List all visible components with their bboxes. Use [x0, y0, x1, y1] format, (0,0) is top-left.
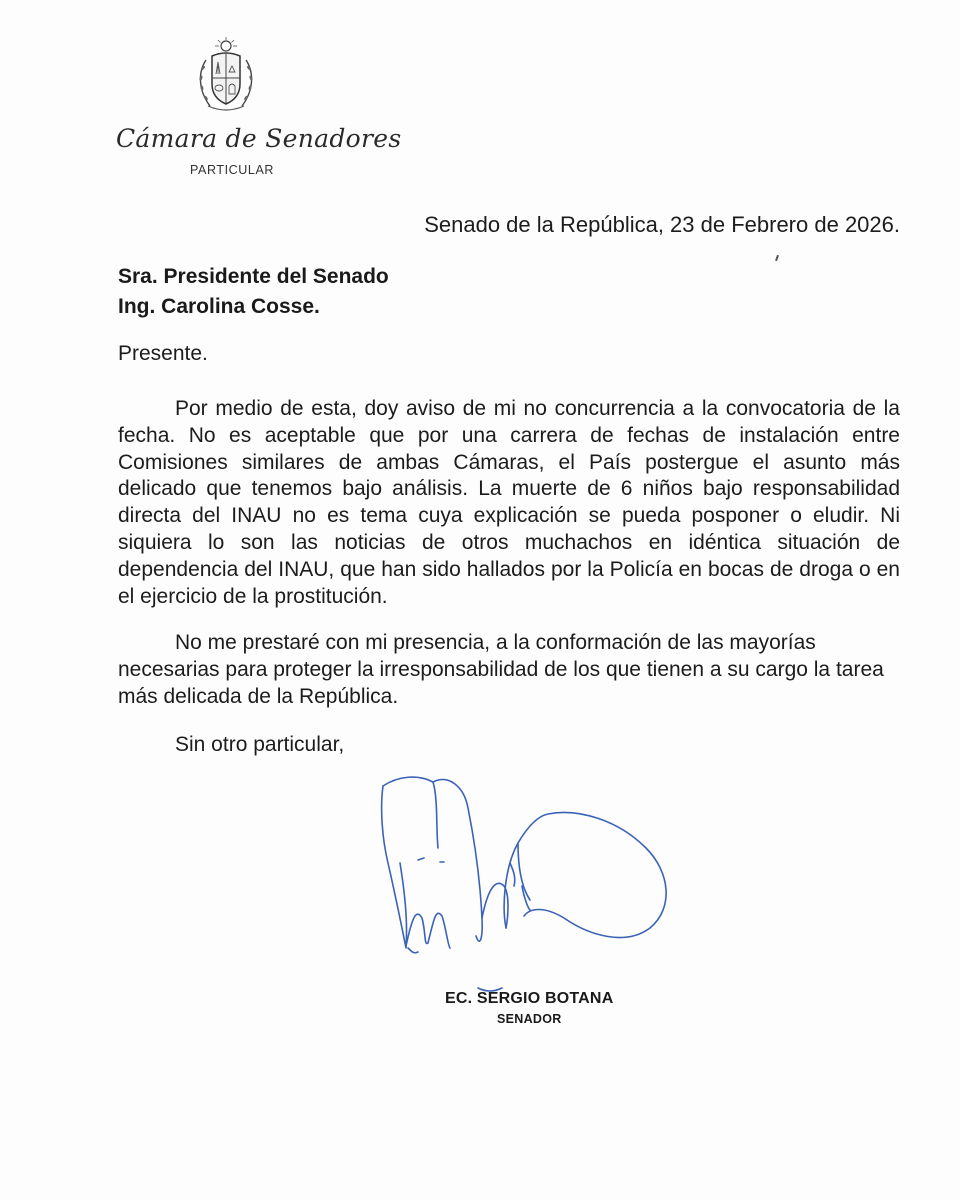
stray-ink-mark	[775, 255, 779, 261]
handwritten-signature-icon	[378, 768, 678, 998]
coat-of-arms-icon	[194, 36, 258, 116]
particular-label: PARTICULAR	[190, 163, 275, 177]
body-paragraph-2: No me prestaré con mi presencia, a la conformación de las mayorías necesarias para proteger la irresponsabilidad de los que tienen a su cargo la tarea más delicada de la República.	[118, 631, 884, 708]
addressee-title: Sra. Presidente del Senado	[118, 265, 389, 288]
salutation: Presente.	[118, 342, 208, 365]
date-line: Senado de la República, 23 de Febrero de 2026.	[424, 212, 900, 237]
signer-title: SENADOR	[497, 1012, 562, 1026]
chamber-name: Cámara de Senadores	[116, 124, 402, 153]
body-paragraph-1: Por medio de esta, doy aviso de mi no concurrencia a la convocatoria de la fecha. No es aceptable que por una carrera de fechas de instalación entre Comisiones similares de ambas Cámaras, el País postergue el asunto más delicado que tenemos bajo análisis. La muerte de 6 niños bajo responsabilidad directa del INAU no es tema cuya explicación se pueda posponer o eludir. Ni siquiera lo son las noticias de otros muchachos en idéntica situación de dependencia del INAU, que han sido hallados por la Policía en bocas de droga o en el ejercicio de la prostitución.	[118, 397, 900, 608]
signer-name: EC. SERGIO BOTANA	[445, 990, 614, 1007]
closing-phrase: Sin otro particular,	[175, 733, 345, 756]
addressee-name: Ing. Carolina Cosse.	[118, 295, 320, 318]
addressee-block	[118, 262, 389, 322]
